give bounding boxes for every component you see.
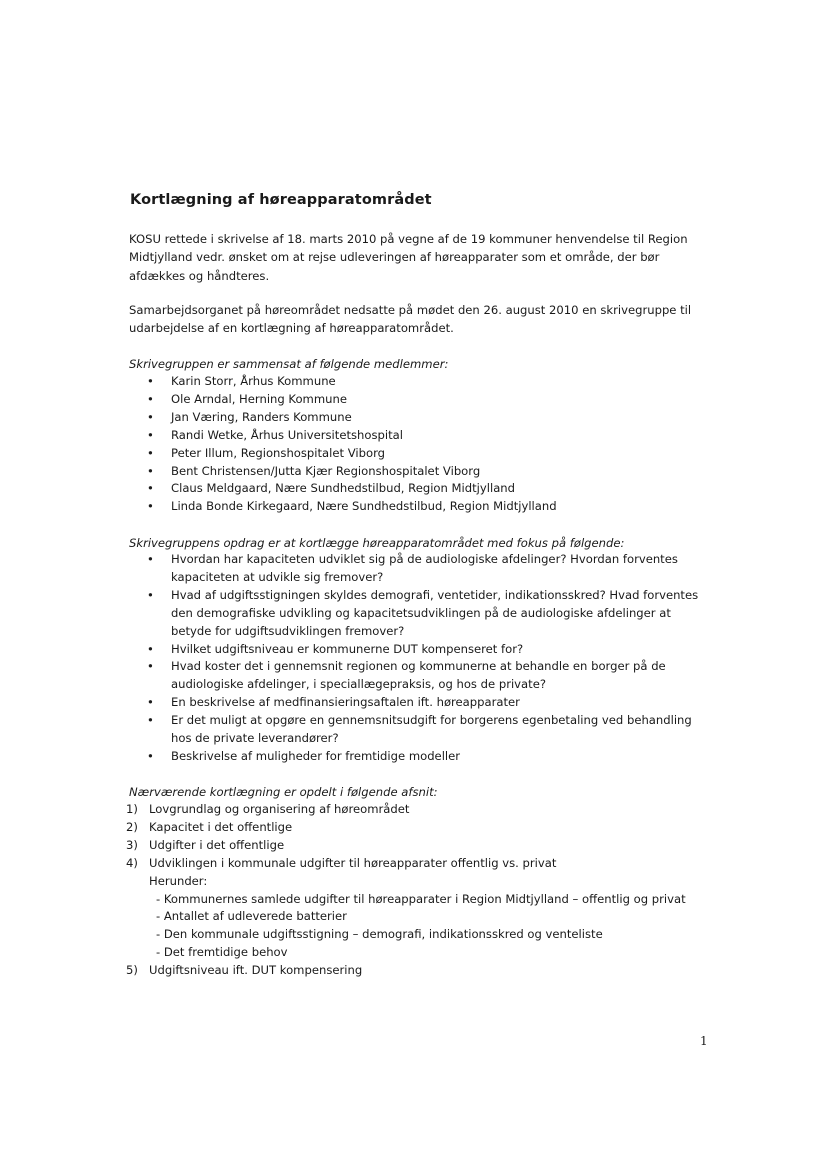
list-item [129,748,709,766]
bullet-icon: • [147,445,154,460]
list-item [126,962,746,980]
member-name: Jan Væring, Randers Kommune [171,409,352,424]
task-heading: Skrivegruppens opdrag er at kortlægge høreapparatområdet med fokus på følgende: [129,536,625,550]
section-number: 4) [126,855,138,870]
section-text: Udgiftsniveau ift. DUT kompensering [149,963,363,978]
bullet-icon: • [147,374,154,388]
list-item [129,551,709,587]
tasks-list [129,551,709,766]
bullet-icon: • [147,695,154,710]
section-4-subitem: - Den kommunale udgiftsstigning – demografi, indikationsskred og venteliste [156,927,603,942]
list-item [129,445,709,463]
section-text: Udviklingen i kommunale udgifter til høreapparater offentlig vs. privat [149,855,557,870]
list-item [129,409,709,427]
task-text: En beskrivelse af medfinansieringsaftalen ift. høreapparater [171,695,520,710]
member-name: Claus Meldgaard, Nære Sundhedstilbud, Region Midtjylland [171,481,516,496]
list-item [129,658,709,694]
task-text: Hvilket udgiftsniveau er kommunerne DUT kompenseret for? [171,641,524,656]
bullet-icon: • [147,552,154,566]
list-item [129,463,709,481]
section-text: Udgifter i det offentlige [149,837,285,852]
document-title: Kortlægning af høreapparatområdet [130,192,432,208]
intro-paragraph: KOSU rettede i skrivelse af 18. marts 2010 på vegne af de 19 kommuner henvendelse til Region Midtjylland vedr. ønsket om at rejse udleveringen af høreapparater som et område, der bør afdækkes og håndteres. [129,232,688,283]
members-heading: Skrivegruppen er sammensat af følgende medlemmer: [129,357,449,371]
bullet-icon: • [147,587,154,602]
list-item [129,373,709,391]
section-text: Lovgrundlag og organisering af høreområdet [149,802,410,816]
section-number: 3) [126,837,138,852]
list-item [126,801,746,819]
bullet-icon: • [147,641,154,656]
member-name: Bent Christensen/Jutta Kjær Regionshospitalet Viborg [171,463,481,478]
section-4-subitem: - Kommunernes samlede udgifter til høreapparater i Region Midtjylland – offentlig og privat [156,891,686,906]
member-name: Peter Illum, Regionshospitalet Viborg [171,445,386,460]
list-item [129,391,709,409]
list-item [129,498,709,516]
list-item [126,855,746,962]
bullet-icon: • [147,481,154,496]
task-text: Er det muligt at opgøre en gennemsnitsudgift for borgerens egenbetaling ved behandling hos de private leverandører? [171,713,692,746]
bullet-icon: • [147,659,154,674]
list-item [129,427,709,445]
sections-heading: Nærværende kortlægning er opdelt i følgende afsnit: [129,785,438,799]
member-name: Ole Arndal, Herning Kommune [171,391,347,406]
section-number: 5) [126,963,138,978]
member-name: Karin Storr, Århus Kommune [171,374,336,388]
bullet-icon: • [147,713,154,728]
bullet-icon: • [147,427,154,442]
member-name: Randi Wetke, Århus Universitetshospital [171,427,403,442]
section-4-subitem: - Det fremtidige behov [156,945,288,960]
list-item [129,480,709,498]
bullet-icon: • [147,499,154,514]
section-4-intro: Herunder: [149,873,208,888]
page-number: 1 [700,1034,708,1048]
bullet-icon: • [147,463,154,478]
list-item [129,587,709,641]
section-4-subitem: - Antallet af udleverede batterier [156,909,347,924]
section-number: 2) [126,819,138,834]
member-name: Linda Bonde Kirkegaard, Nære Sundhedstilbud, Region Midtjylland [171,499,557,514]
bullet-icon: • [147,409,154,424]
section-text: Kapacitet i det offentlige [149,819,293,834]
bullet-icon: • [147,391,154,406]
bullet-icon: • [147,748,154,763]
task-text: Hvad af udgiftsstigningen skyldes demografi, ventetider, indikationsskred? Hvad forventes den demografiske udvikling og kapacitetsudviklingen på de audiologiske afdelinger at betyde for udgiftsudviklingen fremover? [171,587,699,638]
second-paragraph: Samarbejdsorganet på høreområdet nedsatte på mødet den 26. august 2010 en skrivegruppe til udarbejdelse af en kortlægning af høreapparatområdet. [129,303,692,336]
members-list [129,373,709,516]
sections-list [126,801,746,980]
list-item [126,837,746,855]
list-item [126,819,746,837]
list-item [129,641,709,659]
task-text: Hvad koster det i gennemsnit regionen og kommunerne at behandle en borger på de audiologiske afdelinger, i speciallægepraksis, og hos de private? [171,659,666,692]
list-item [129,712,709,748]
task-text: Hvordan har kapaciteten udviklet sig på de audiologiske afdelinger? Hvordan forventes kapaciteten at udvikle sig fremover? [171,552,678,584]
task-text: Beskrivelse af muligheder for fremtidige modeller [171,748,461,763]
list-item [129,694,709,712]
section-number: 1) [126,802,138,816]
